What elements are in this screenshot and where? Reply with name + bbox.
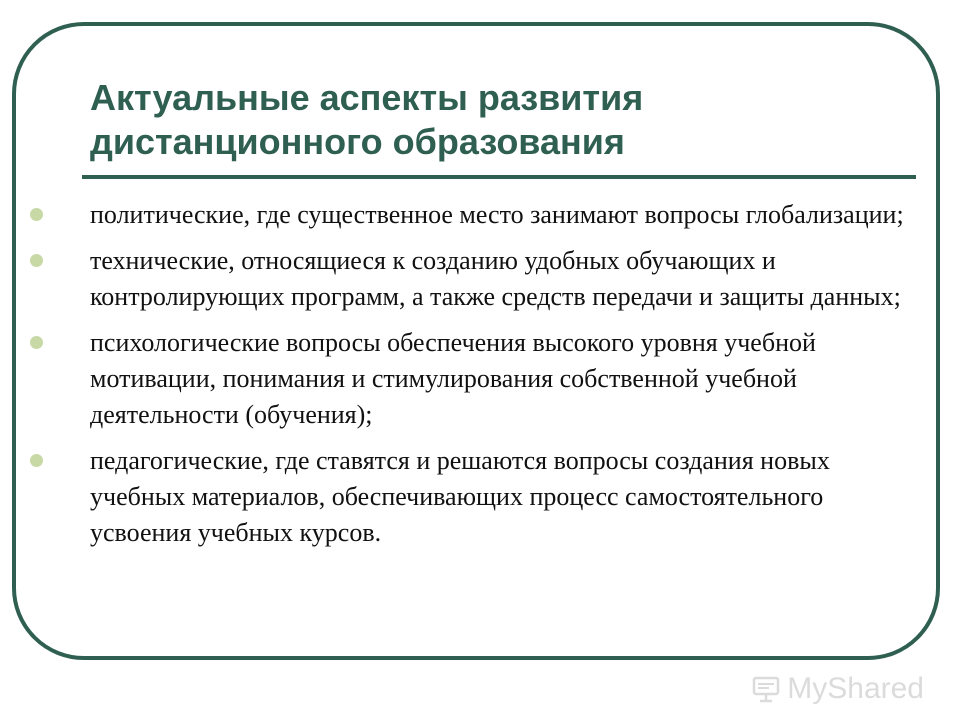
presentation-board-icon bbox=[751, 674, 781, 704]
slide-title bbox=[90, 76, 890, 164]
bullet-dot-icon bbox=[30, 454, 43, 467]
title-underline bbox=[82, 175, 916, 179]
watermark bbox=[751, 672, 924, 706]
bullet-item-technical bbox=[30, 243, 920, 315]
bullet-dot-icon bbox=[30, 208, 43, 221]
bullet-item-pedagogical bbox=[30, 443, 920, 551]
slide-title-line-1: Актуальные аспекты развития bbox=[90, 77, 644, 118]
slide-title-line-2: дистанционного образования bbox=[90, 121, 625, 162]
bullet-item-psychological bbox=[30, 325, 920, 433]
bullet-text: технические, относящиеся к созданию удобных обучающих и контролирующих программ, а также средств передачи и защиты данных; bbox=[90, 246, 901, 311]
bullet-list bbox=[30, 197, 920, 561]
bullet-dot-icon bbox=[30, 254, 43, 267]
watermark-text: MyShared bbox=[787, 672, 924, 705]
bullet-dot-icon bbox=[30, 336, 43, 349]
bullet-text: политические, где существенное место занимают вопросы глобализации; bbox=[90, 200, 904, 229]
bullet-item-political bbox=[30, 197, 920, 233]
bullet-text: педагогические, где ставятся и решаются вопросы создания новых учебных материалов, обеспечивающих процесс самостоятельного усвоения учебных курсов. bbox=[90, 446, 830, 547]
bullet-text: психологические вопросы обеспечения высокого уровня учебной мотивации, понимания и стимулирования собственной учебной деятельности (обучения); bbox=[90, 328, 816, 429]
